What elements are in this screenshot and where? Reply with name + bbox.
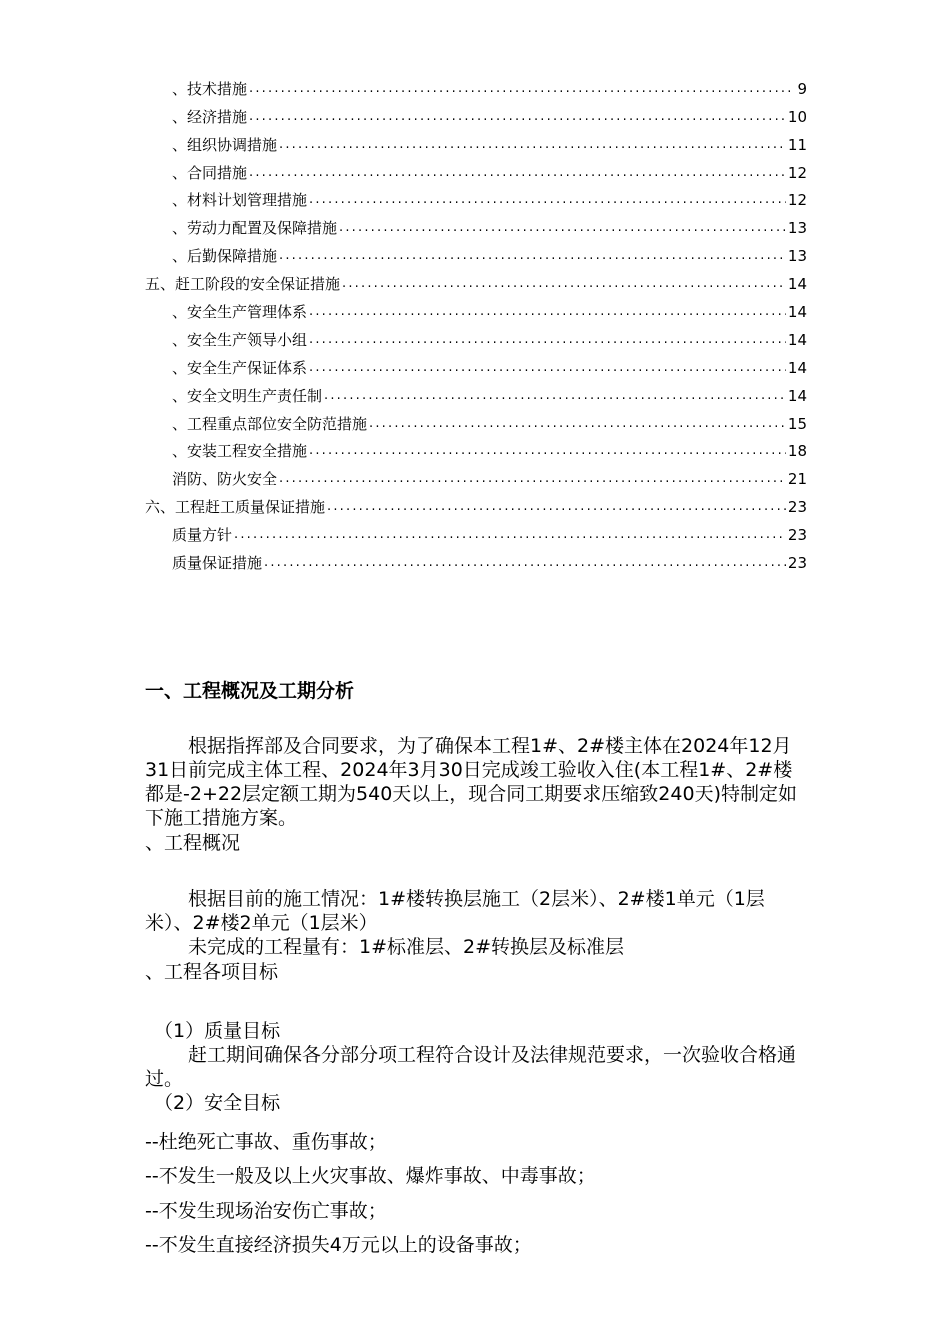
toc-entry-page: 23: [787, 554, 807, 573]
toc-entry-page: 14: [787, 330, 807, 349]
toc-entry[interactable]: [145, 323, 807, 351]
section-heading: 一、工程概况及工期分析: [145, 680, 355, 702]
safety-item: --杜绝死亡事故、重伤事故；: [145, 1131, 387, 1153]
toc-entry[interactable]: [145, 267, 807, 295]
toc-entry-label: 、组织协调措施: [172, 135, 278, 154]
toc-leader-dots: [279, 134, 786, 156]
toc-leader-dots: [279, 245, 786, 267]
toc-leader-dots: [309, 189, 786, 211]
toc-entry-page: 18: [787, 442, 807, 461]
quality-text: 赶工期间确保各分部分项工程符合设计及法律规范要求，一次验收合格通过。: [145, 1044, 797, 1090]
quality-title: （1）质量目标: [154, 1020, 281, 1042]
toc-entry-page: 12: [787, 163, 807, 182]
toc-entry-label: 、安全生产领导小组: [172, 330, 308, 349]
toc-entry-label: 质量保证措施: [172, 554, 263, 573]
toc-entry-label: 、劳动力配置及保障措施: [172, 219, 338, 238]
toc-leader-dots: [234, 524, 786, 546]
toc-leader-dots: [249, 162, 786, 184]
toc-entry-label: 五、赶工阶段的安全保证措施: [145, 275, 341, 294]
toc-entry-label: 、合同措施: [172, 163, 248, 182]
toc-leader-dots: [309, 357, 786, 379]
unfinished-text: 未完成的工程量有：1#标准层、2#转换层及标准层: [188, 936, 625, 958]
toc-entry-page: 15: [787, 414, 807, 433]
toc-entry[interactable]: [145, 407, 807, 435]
toc-entry[interactable]: [145, 100, 807, 128]
toc-entry[interactable]: [145, 295, 807, 323]
toc-entry[interactable]: [145, 156, 807, 184]
toc-leader-dots: [309, 329, 786, 351]
toc-entry-page: 9: [797, 79, 807, 98]
toc-leader-dots: [369, 413, 786, 435]
toc-entry-page: 12: [787, 191, 807, 210]
subheading-targets: 、工程各项目标: [145, 961, 279, 983]
toc-entry-page: 23: [787, 526, 807, 545]
toc-leader-dots: [327, 496, 786, 518]
toc-entry[interactable]: [145, 435, 807, 463]
toc-entry-label: 、安全生产管理体系: [172, 303, 308, 322]
quality-target: [145, 1019, 810, 1115]
toc-entry[interactable]: [145, 490, 807, 518]
toc-entry-label: 、安全生产保证体系: [172, 358, 308, 377]
toc-entry-page: 23: [787, 498, 807, 517]
toc-entry-label: 、技术措施: [172, 79, 248, 98]
safety-list: [145, 1130, 596, 1267]
toc-entry[interactable]: [145, 184, 807, 212]
toc-leader-dots: [249, 106, 786, 128]
toc-entry-label: 、工程重点部位安全防范措施: [172, 414, 368, 433]
toc-entry-page: 14: [787, 275, 807, 294]
intro-text: 根据指挥部及合同要求，为了确保本工程1#、2#楼主体在2024年12月31日前完成主体工程、2024年3月30日完成竣工验收入住(本工程1#、2#楼都是-2+22层定额工期为540天以上，现合同工期要求压缩致240天)特制定如下施工措施方案。: [145, 735, 797, 829]
safety-title: （2）安全目标: [154, 1092, 281, 1114]
toc-entry-page: 10: [787, 107, 807, 126]
toc-entry-label: 、安全文明生产责任制: [172, 386, 323, 405]
toc-entry-label: 六、工程赶工质量保证措施: [145, 498, 326, 517]
toc-entry-page: 14: [787, 386, 807, 405]
toc-entry-label: 、材料计划管理措施: [172, 191, 308, 210]
toc-entry[interactable]: [145, 351, 807, 379]
toc-entry[interactable]: [145, 128, 807, 156]
toc-leader-dots: [309, 440, 786, 462]
subheading-overview: 、工程概况: [145, 832, 241, 854]
toc-leader-dots: [339, 217, 786, 239]
toc-entry[interactable]: [145, 379, 807, 407]
toc-entry[interactable]: [145, 72, 807, 100]
toc-entry-page: 13: [787, 247, 807, 266]
toc-entry[interactable]: [145, 211, 807, 239]
toc-entry-page: 13: [787, 219, 807, 238]
status-text: 根据目前的施工情况：1#楼转换层施工（2层米）、2#楼1单元（1层米）、2#楼2单元（1层米）: [145, 888, 765, 934]
safety-item: --不发生直接经济损失4万元以上的设备事故；: [145, 1233, 532, 1256]
intro-paragraph: [145, 734, 810, 830]
toc-entry-page: 11: [787, 135, 807, 154]
toc-entry-page: 14: [787, 358, 807, 377]
toc-entry-page: 21: [787, 470, 807, 489]
toc-leader-dots: [309, 301, 786, 323]
toc-entry-label: 、经济措施: [172, 107, 248, 126]
toc-entry-label: 、安装工程安全措施: [172, 442, 308, 461]
toc-entry-label: 消防、防火安全: [172, 470, 278, 489]
toc-entry[interactable]: [145, 239, 807, 267]
toc-leader-dots: [342, 273, 786, 295]
safety-item: --不发生一般及以上火灾事故、爆炸事故、中毒事故；: [145, 1165, 596, 1188]
toc-entry[interactable]: [145, 546, 807, 574]
table-of-contents: [145, 72, 807, 574]
toc-leader-dots: [279, 468, 786, 490]
toc-entry[interactable]: [145, 518, 807, 546]
toc-entry-label: 、后勤保障措施: [172, 247, 278, 266]
toc-leader-dots: [249, 78, 795, 100]
status-paragraph: [145, 887, 810, 959]
toc-entry-label: 质量方针: [172, 526, 233, 545]
toc-leader-dots: [324, 385, 786, 407]
toc-leader-dots: [264, 552, 786, 574]
safety-item: --不发生现场治安伤亡事故；: [145, 1199, 387, 1222]
toc-entry-page: 14: [787, 303, 807, 322]
toc-entry[interactable]: [145, 462, 807, 490]
